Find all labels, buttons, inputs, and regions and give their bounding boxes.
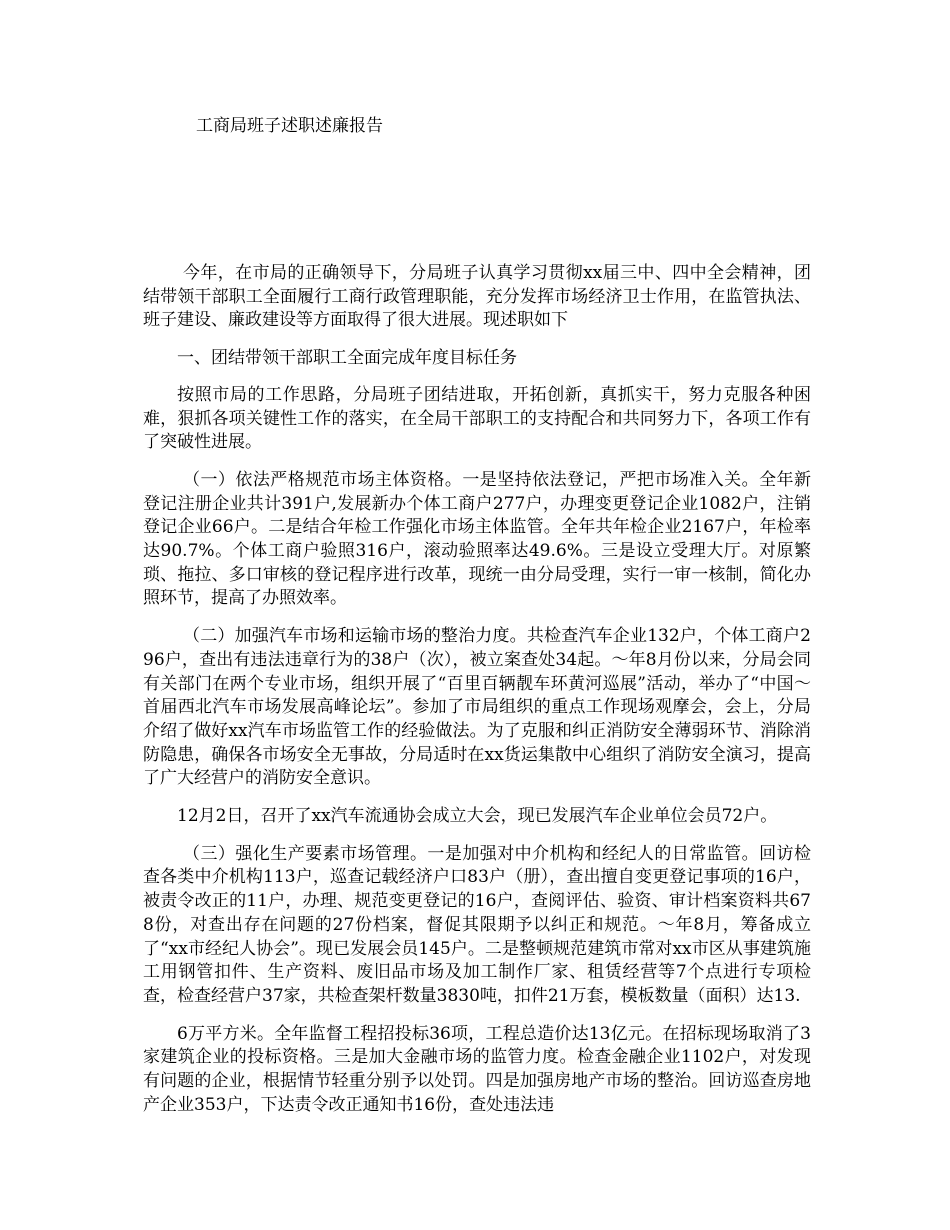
document-title: 工商局班子述职述廉报告 bbox=[196, 116, 383, 136]
paragraph-continuation: 6万平方米。全年监督工程招投标36项，工程总造价达13亿元。在招标现场取消了3家建筑企业的投标资格。三是加大金融市场的监管力度。检查金融企业1102户，对发现有问题的企业，根据情节轻重分别予以处罚。四是加强房地产市场的整治。回访巡查房地产企业353户，下达责令改正通知书16份，查处违法违 bbox=[143, 1023, 811, 1115]
paragraph-association: 12月2日，召开了xx汽车流通协会成立大会，现已发展汽车企业单位会员72户。 bbox=[177, 806, 778, 827]
paragraph-overview: 按照市局的工作思路，分局班子团结进取，开拓创新，真抓实干，努力克服各种困难，狠抓各项关键性工作的落实，在全局干部职工的支持配合和共同努力下，各项工作有了突破性进展。 bbox=[143, 384, 811, 453]
paragraph-item-1: （一）依法严格规范市场主体资格。一是坚持依法登记，严把市场准入关。全年新登记注册企业共计391户,发展新办个体工商户277户，办理变更登记企业1082户，注销登记企业66户。二是结合年检工作强化市场主体监管。全年共年检企业2167户，年检率达90.7%。个体工商户验照316户，滚动验照率达49.6%。三是设立受理大厅。对原繁琐、拖拉、多口审核的登记程序进行改革，现统一由分局受理，实行一审一核制，简化办照环节，提高了办照效率。 bbox=[143, 469, 811, 609]
paragraph-intro: 今年，在市局的正确领导下，分局班子认真学习贯彻xx届三中、四中全会精神，团结带领干部职工全面履行工商行政管理职能，充分发挥市场经济卫士作用，在监管执法、班子建设、廉政建设等方面取得了很大进展。现述职如下 bbox=[143, 263, 811, 331]
paragraph-item-2: （二）加强汽车市场和运输市场的整治力度。共检查汽车企业132户，个体工商户296户，查出有违法违章行为的38户（次），被立案查处34起。～年8月份以来，分局会同有关部门在两个专业市场，组织开展了“百里百辆靓车环黄河巡展”活动，举办了“中国～首届西北汽车市场发展高峰论坛”。参加了市局组织的重点工作现场观摩会，会上，分局介绍了做好xx汽车市场监管工作的经验做法。为了克服和纠正消防安全薄弱环节、消除消防隐患，确保各市场安全无事故，分局适时在xx货运集散中心组织了消防安全演习，提高了广大经营户的消防安全意识。 bbox=[143, 626, 811, 789]
paragraph-item-3: （三）强化生产要素市场管理。一是加强对中介机构和经纪人的日常监管。回访检查各类中介机构113户，巡查记载经济户口83户（册），查出擅自变更登记事项的16户，被责令改正的11户，办理、规范变更登记的16户，查阅评估、验资、审计档案资料共678份，对查出存在问题的27份档案，督促其限期予以纠正和规范。～年8月，筹备成立了“xx市经纪人协会”。现已发展会员145户。二是整顿规范建筑市常对xx市区从事建筑施工用钢管扣件、生产资料、废旧品市场及加工制作厂家、租赁经营等7个点进行专项检查，检查经营户37家，共检查架杆数量3830吨，扣件21万套，模板数量（面积）达13. bbox=[143, 843, 811, 1006]
section-heading-1: 一、团结带领干部职工全面完成年度目标任务 bbox=[177, 348, 517, 369]
document-body bbox=[143, 262, 811, 1132]
